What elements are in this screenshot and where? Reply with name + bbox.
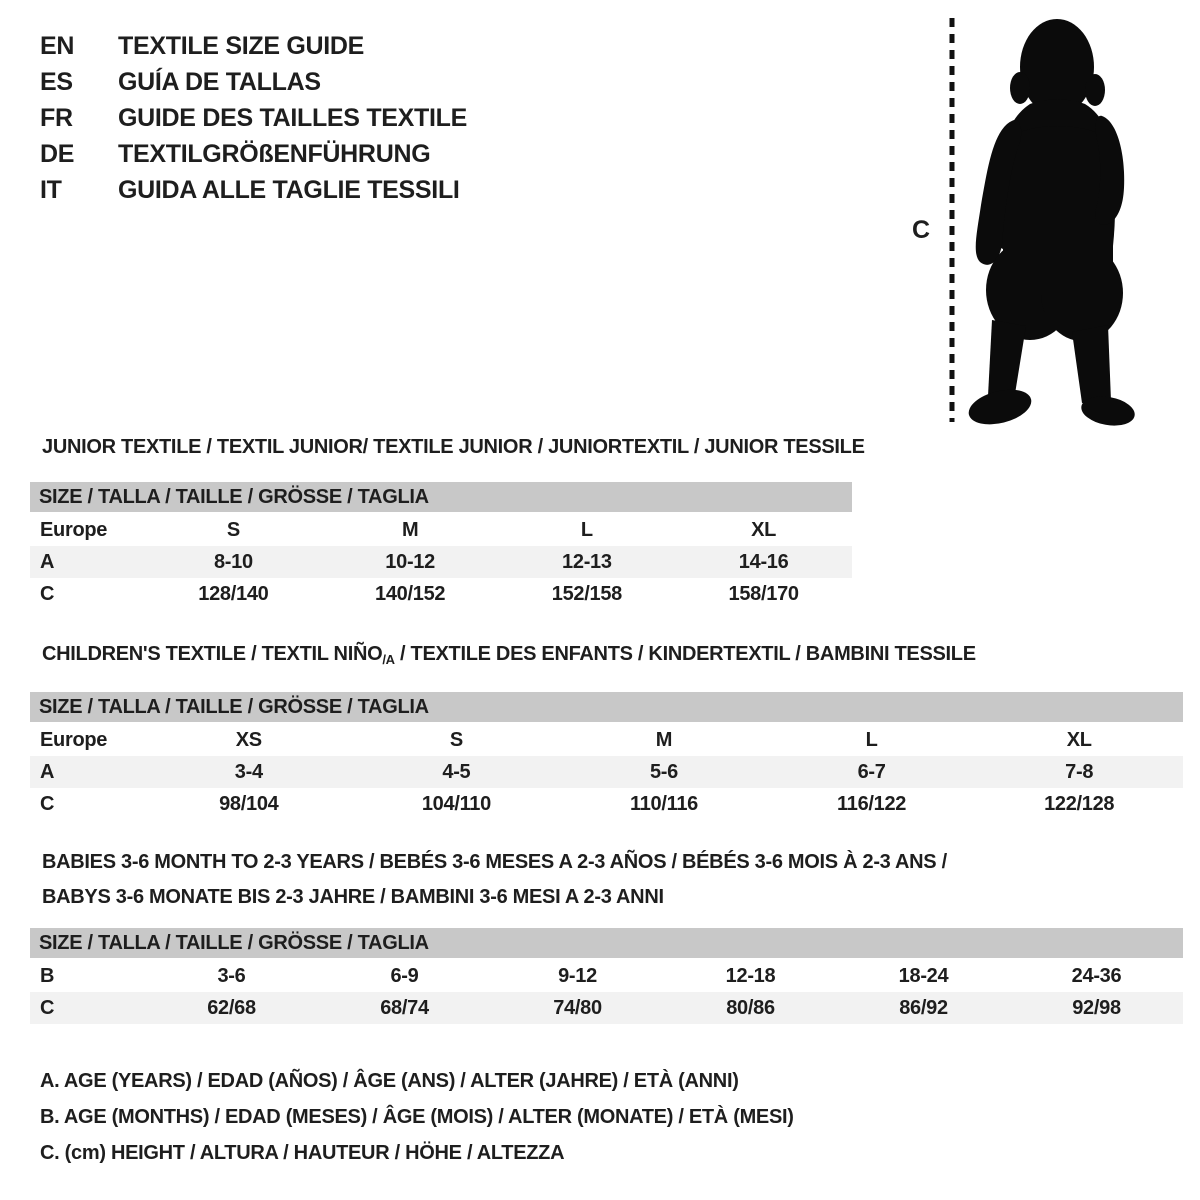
title-text: JUNIOR TEXTILE / TEXTIL JUNIOR/ TEXTILE JUNIOR / JUNIORTEXTIL / JUNIOR TESSILE: [42, 436, 865, 458]
table-row: [30, 756, 1183, 788]
legend-line: B. AGE (MONTHS) / EDAD (MESES) / ÂGE (MOIS) / ALTER (MONATE) / ETÀ (MESI): [40, 1106, 794, 1128]
table-cell: 3-6: [217, 965, 246, 987]
table-cell: 24-36: [1071, 965, 1122, 987]
language-code: ES: [40, 67, 73, 96]
table-row: [30, 578, 852, 610]
section-title: [30, 430, 865, 465]
title-text: BABYS 3-6 MONATE BIS 2-3 JAHRE / BAMBINI 3-6 MESI A 2-3 ANNI: [42, 886, 664, 908]
language-list: [40, 28, 467, 208]
language-code: DE: [40, 139, 75, 168]
table-cell: 3-4: [234, 761, 263, 783]
table-cell: XL: [751, 519, 777, 541]
table-cell: 122/128: [1044, 793, 1115, 815]
section-title-line: [42, 637, 1183, 673]
size-header-bar: SIZE / TALLA / TAILLE / GRÖSSE / TAGLIA: [30, 692, 1183, 722]
table-row: [30, 546, 852, 578]
table-cell: 98/104: [219, 793, 279, 815]
row-label: C: [40, 997, 55, 1019]
row-label: B: [40, 965, 55, 987]
section-title: [30, 637, 1183, 673]
title-text: CHILDREN'S TEXTILE / TEXTIL NIÑO: [42, 643, 383, 665]
table-cell: 18-24: [898, 965, 949, 987]
table-cell: M: [401, 519, 419, 541]
row-label: Europe: [40, 519, 108, 541]
table-row: [30, 724, 1183, 756]
language-row-es: [40, 64, 467, 100]
height-measure-label: C: [912, 216, 930, 244]
table-cell: 74/80: [553, 997, 602, 1019]
table-cell: 158/170: [728, 583, 799, 605]
size-table: [30, 514, 852, 610]
table-cell: 86/92: [899, 997, 948, 1019]
title-subscript: /A: [382, 652, 395, 667]
table-cell: XS: [235, 729, 262, 751]
section-babies-textile: [30, 845, 1183, 1024]
table-cell: 128/140: [198, 583, 269, 605]
table-cell: 62/68: [207, 997, 256, 1019]
table-cell: 14-16: [738, 551, 789, 573]
table-cell: 6-7: [857, 761, 886, 783]
table-cell: L: [865, 729, 878, 751]
table-cell: 152/158: [551, 583, 622, 605]
section-title: [30, 845, 1183, 915]
row-label: C: [40, 793, 55, 815]
table-cell: 80/86: [726, 997, 775, 1019]
table-cell: 10-12: [385, 551, 435, 573]
table-row: [30, 788, 1183, 820]
table-cell: XL: [1066, 729, 1092, 751]
title-text: BABIES 3-6 MONTH TO 2-3 YEARS / BEBÉS 3-6 MESES A 2-3 AÑOS / BÉBÉS 3-6 MOIS À 2-3 ANS /: [42, 851, 947, 873]
legend-line: A. AGE (YEARS) / EDAD (AÑOS) / ÂGE (ANS) / ALTER (JAHRE) / ETÀ (ANNI): [40, 1070, 739, 1092]
language-row-de: [40, 136, 467, 172]
language-label: GUÍA DE TALLAS: [118, 67, 321, 96]
size-table: [30, 960, 1183, 1024]
table-cell: 110/116: [629, 793, 698, 815]
row-label: A: [40, 551, 55, 573]
row-label: A: [40, 761, 55, 783]
language-row-en: [40, 28, 467, 64]
section-junior-textile: [30, 430, 865, 610]
language-label: TEXTILGRÖßENFÜHRUNG: [118, 139, 431, 168]
toddler-silhouette-icon: [930, 10, 1165, 430]
table-cell: 8-10: [213, 551, 253, 573]
table-cell: 6-9: [390, 965, 419, 987]
table-row: [30, 960, 1183, 992]
section-title-line: [42, 880, 1183, 915]
table-cell: 92/98: [1072, 997, 1121, 1019]
row-label: Europe: [40, 729, 108, 751]
table-cell: 116/122: [837, 793, 907, 815]
table-cell: 12-13: [562, 551, 612, 573]
table-cell: M: [655, 729, 673, 751]
language-label: TEXTILE SIZE GUIDE: [118, 31, 365, 60]
section-title-line: [42, 430, 865, 465]
table-cell: 9-12: [558, 965, 597, 987]
size-table: [30, 724, 1183, 820]
table-cell: 7-8: [1065, 761, 1094, 783]
table-cell: S: [226, 519, 240, 541]
measure-legend: [40, 1063, 794, 1171]
table-cell: 12-18: [725, 965, 776, 987]
language-row-it: [40, 172, 467, 208]
size-header-bar: SIZE / TALLA / TAILLE / GRÖSSE / TAGLIA: [30, 482, 852, 512]
language-code: IT: [40, 175, 62, 204]
table-cell: 140/152: [375, 583, 446, 605]
table-row: [30, 992, 1183, 1024]
table-row: [30, 514, 852, 546]
row-label: C: [40, 583, 55, 605]
language-code: EN: [40, 31, 75, 60]
section-childrens-textile: [30, 637, 1183, 820]
title-text: / TEXTILE DES ENFANTS / KINDERTEXTIL / BAMBINI TESSILE: [394, 643, 976, 665]
table-cell: 4-5: [442, 761, 471, 783]
language-label: GUIDE DES TAILLES TEXTILE: [118, 103, 468, 132]
table-cell: 104/110: [421, 793, 491, 815]
legend-line: C. (cm) HEIGHT / ALTURA / HAUTEUR / HÖHE / ALTEZZA: [40, 1142, 565, 1164]
table-cell: S: [449, 729, 463, 751]
language-code: FR: [40, 103, 73, 132]
table-cell: 5-6: [649, 761, 678, 783]
section-title-line: [42, 845, 1183, 880]
size-header-bar: SIZE / TALLA / TAILLE / GRÖSSE / TAGLIA: [30, 928, 1183, 958]
language-label: GUIDA ALLE TAGLIE TESSILI: [118, 175, 460, 204]
language-row-fr: [40, 100, 467, 136]
table-cell: 68/74: [380, 997, 429, 1019]
table-cell: L: [580, 519, 593, 541]
toddler-silhouette-shape: [965, 19, 1137, 430]
